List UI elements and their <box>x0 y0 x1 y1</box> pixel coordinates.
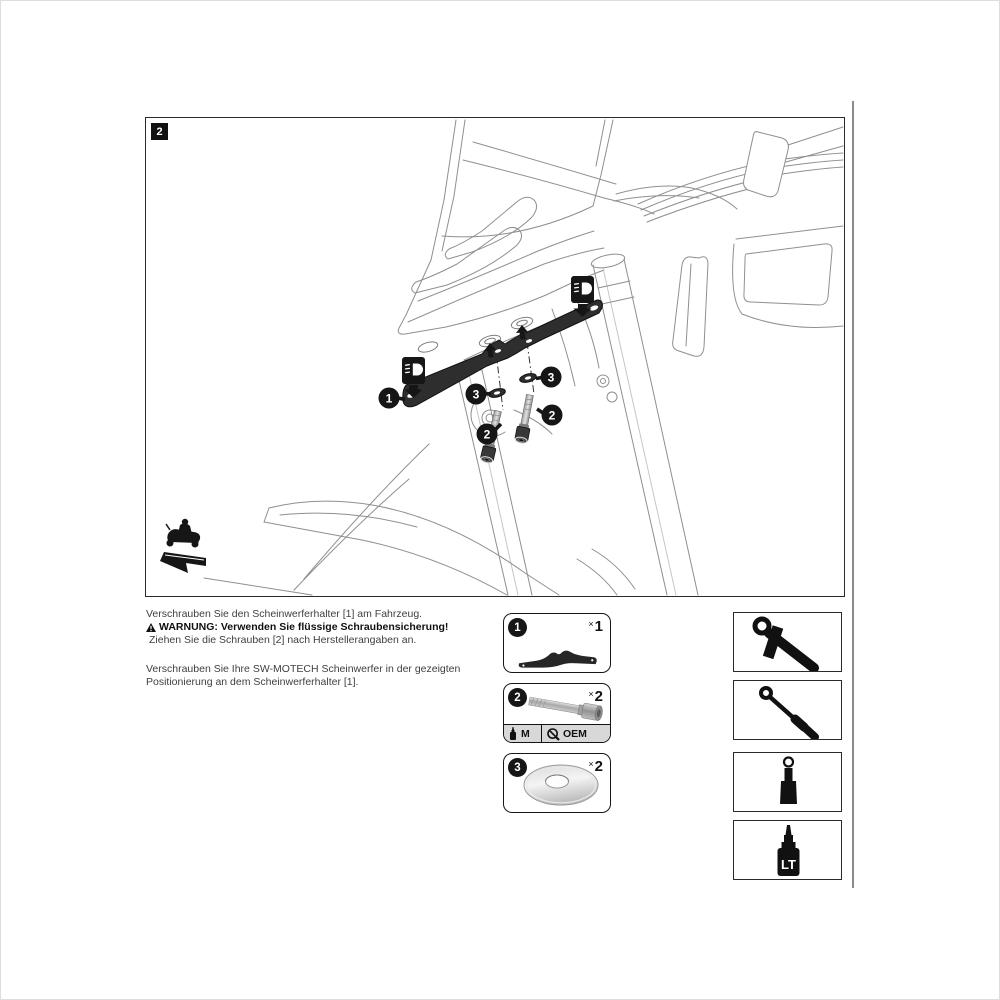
bracket-thumbnail <box>514 640 600 673</box>
callout-1-bracket <box>379 388 400 409</box>
part-quantity: ×1 <box>588 618 603 635</box>
threadlocker-note: M <box>504 725 542 742</box>
threadlocker-bottle-icon <box>508 727 518 740</box>
no-torque-wrench-icon <box>546 727 560 741</box>
callout-3-washer-left <box>466 384 487 405</box>
step-number-badge: 2 <box>151 123 168 140</box>
part-box-washer <box>503 753 611 813</box>
callout-2-screw-right <box>542 405 563 426</box>
threadlocker-bottle-icon-large <box>734 821 843 879</box>
motorcycle-line-art <box>204 120 843 595</box>
part-number-badge: 2 <box>508 688 527 707</box>
part-box-screw <box>503 683 611 743</box>
screw-note-bar <box>504 724 610 742</box>
svg-text:1: 1 <box>385 391 393 406</box>
instruction-line: Positionierung an dem Scheinwerferhalter [1]. <box>146 676 359 688</box>
ratchet-socket-icon <box>734 613 843 671</box>
figure-step-2 <box>145 117 845 597</box>
warning-label: WARNUNG: <box>159 621 218 633</box>
callout-2-screw-left <box>477 424 498 445</box>
instruction-line: Verschrauben Sie den Scheinwerferhalter [1] am Fahrzeug. <box>146 608 423 620</box>
warning-line <box>146 621 516 634</box>
tool-box-socket <box>733 752 842 812</box>
instruction-line: Ziehen Sie die Schrauben [2] nach Herstellerangaben an. <box>149 634 417 646</box>
exploded-view-drawing <box>146 118 844 596</box>
part-quantity: ×2 <box>588 688 603 705</box>
svg-text:3: 3 <box>472 387 480 402</box>
oem-torque-note: OEM <box>542 725 610 742</box>
column-divider <box>852 101 854 888</box>
socket-bit-icon <box>734 753 843 811</box>
torque-wrench-icon <box>734 681 843 739</box>
bottle-label: LT <box>781 857 796 872</box>
svg-text:2: 2 <box>483 427 491 442</box>
svg-text:2: 2 <box>548 408 556 423</box>
tool-box-ratchet <box>733 612 842 672</box>
warning-triangle-icon <box>146 623 156 632</box>
view-direction-pictogram <box>160 519 206 573</box>
part-number-badge: 3 <box>508 758 527 777</box>
warning-text: Verwenden Sie flüssige Schraubensicherung! <box>220 621 449 633</box>
part-number-badge: 1 <box>508 618 527 637</box>
callout-3-washer-right <box>541 367 562 388</box>
instruction-line: Verschrauben Sie Ihre SW-MOTECH Scheinwerfer in der gezeigten <box>146 663 461 675</box>
instruction-text <box>146 608 516 689</box>
part-quantity: ×2 <box>588 758 603 775</box>
svg-text:3: 3 <box>547 370 555 385</box>
tool-box-torque-wrench <box>733 680 842 740</box>
part-box-bracket <box>503 613 611 673</box>
tool-box-threadlocker <box>733 820 842 880</box>
